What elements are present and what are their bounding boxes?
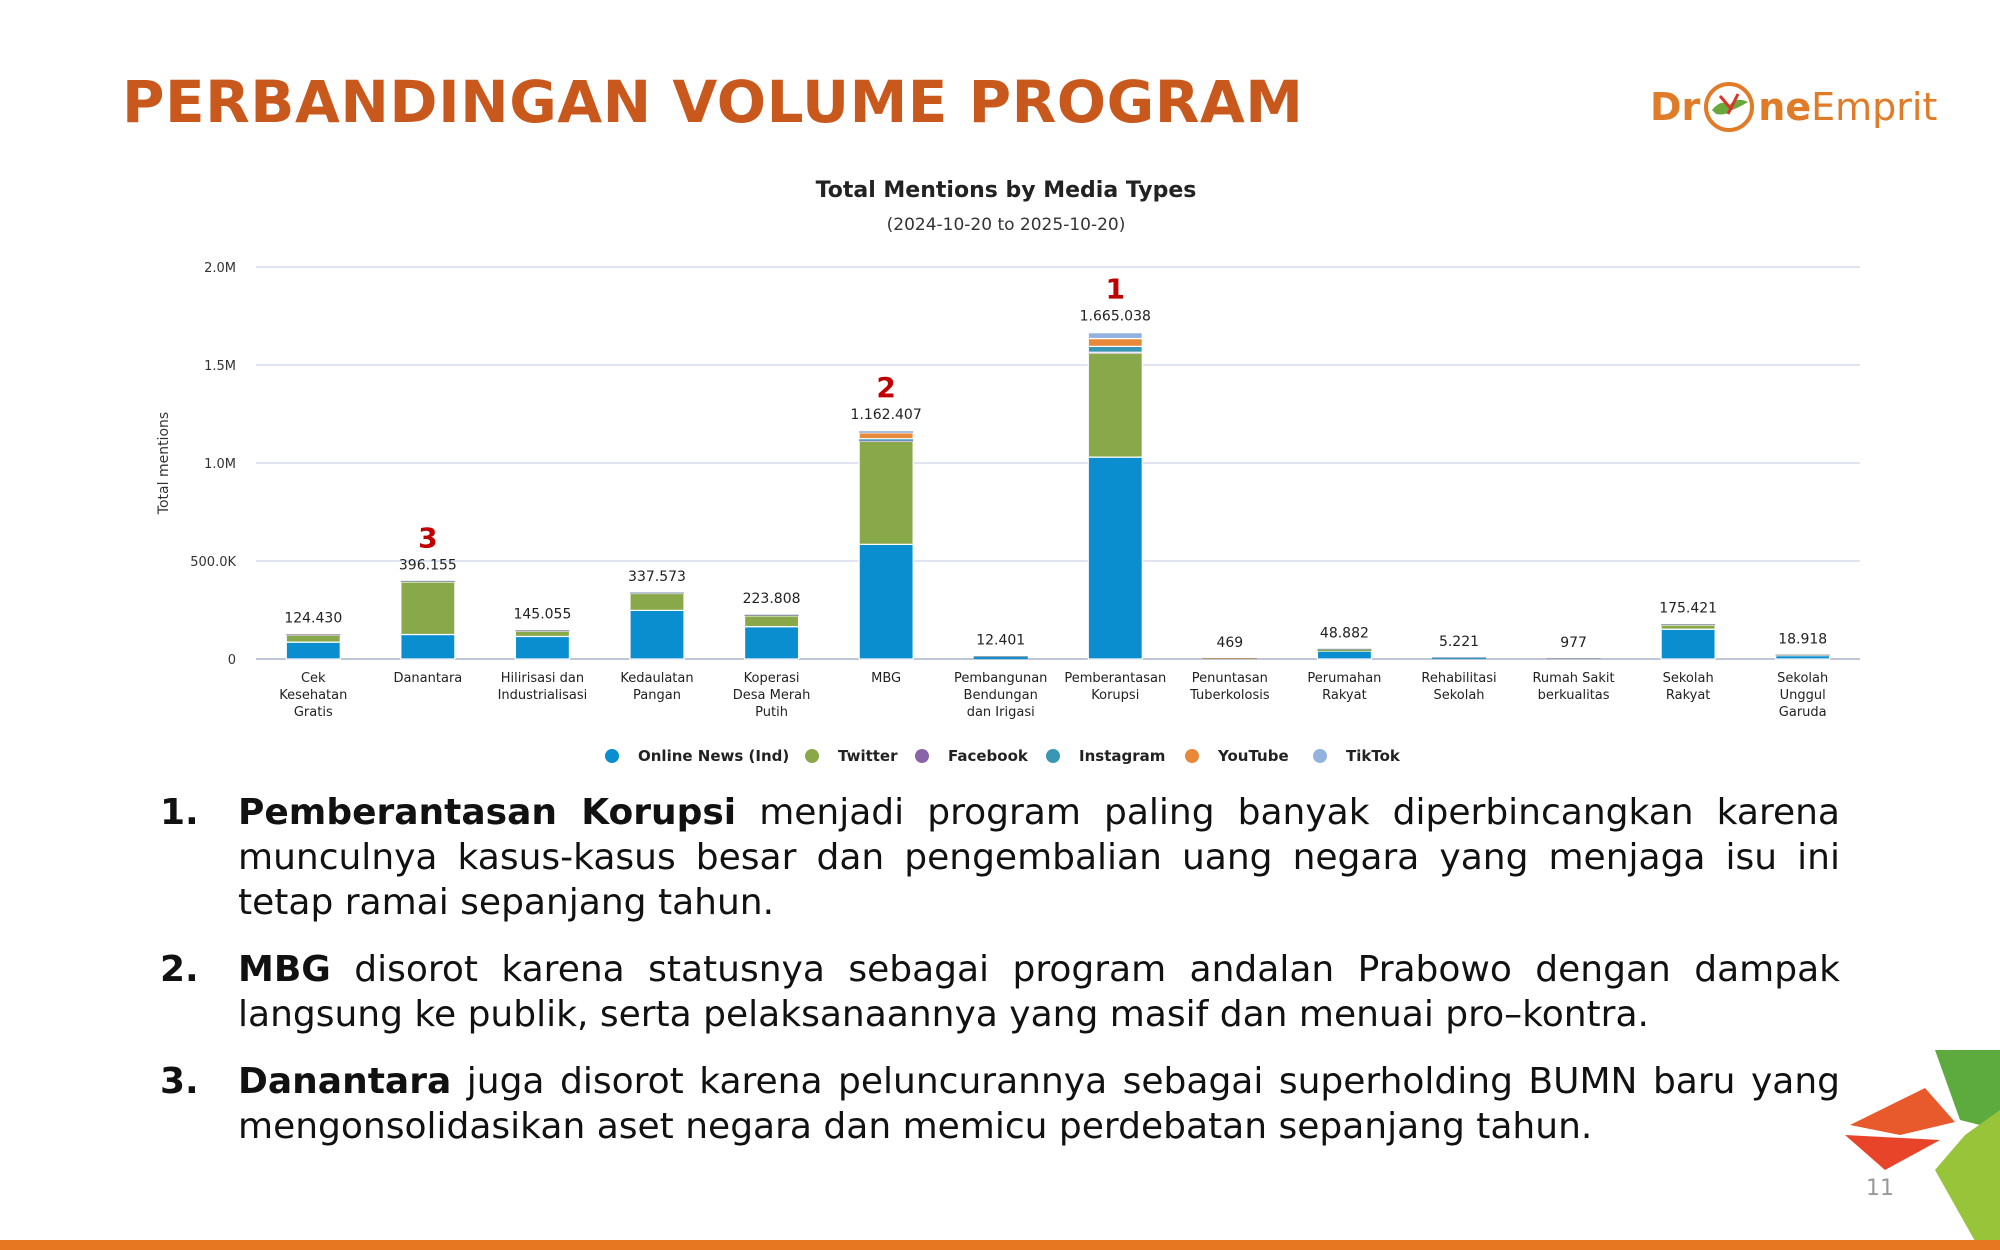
- x-tick-label: [733, 671, 811, 720]
- bar-segment: [1317, 649, 1371, 650]
- x-tick-label-line: Rakyat: [1665, 688, 1711, 703]
- x-tick-label-line: Rumah Sakit: [1532, 671, 1615, 686]
- x-tick-label-line: Sekolah: [1777, 671, 1829, 686]
- point-item-1: [160, 790, 1840, 925]
- bar-segment: [286, 635, 340, 642]
- bar-segment: [515, 630, 569, 631]
- point-text: disorot karena statusnya sebagai program andalan Prabowo dengan dampak langsung ke publik, serta pelaksanaannya yang masif dan menuai pro–kontra.: [238, 949, 1840, 1035]
- point-text: juga disorot karena peluncurannya sebagai superholding BUMN baru yang mengonsolidasikan aset negara dan memicu perdebatan sepanjang tahun.: [238, 1061, 1840, 1147]
- x-tick-label-line: berkualitas: [1537, 688, 1610, 703]
- bar-segment: [401, 635, 455, 660]
- bar-total-label: 1.665.038: [1079, 308, 1151, 325]
- bar-group: [859, 431, 913, 659]
- bar-segment: [401, 582, 455, 635]
- legend-marker: [1185, 749, 1199, 763]
- bar-segment: [745, 615, 799, 616]
- x-tick-label: [1421, 671, 1496, 703]
- bar-total-label: 223.808: [742, 591, 801, 608]
- bar-segment: [1088, 346, 1142, 352]
- x-tick-label-line: dan Irigasi: [966, 705, 1035, 720]
- bar-group: [1776, 655, 1830, 659]
- y-tick-label: 0: [227, 653, 236, 668]
- point-bold-term: Danantara: [238, 1061, 452, 1102]
- bar-segment: [745, 627, 799, 659]
- x-tick-label-line: Bendungan: [963, 688, 1038, 703]
- bar-total-label: 145.055: [513, 606, 572, 623]
- x-tick-label: [620, 671, 693, 703]
- y-tick-label: 1.0M: [204, 457, 236, 472]
- x-tick-label: [498, 671, 588, 703]
- x-tick-label-line: Desa Merah: [732, 688, 811, 703]
- rank-label: 2: [876, 371, 896, 405]
- x-tick-label-line: MBG: [871, 671, 902, 686]
- bar-total-label: 124.430: [284, 610, 343, 627]
- bar-segment: [1776, 655, 1830, 656]
- x-tick-label: [871, 671, 901, 686]
- y-tick-label: 1.5M: [204, 359, 236, 374]
- x-tick-label: [1663, 671, 1714, 703]
- stacked-bar-chart: [0, 160, 2000, 780]
- y-tick-label: 2.0M: [204, 261, 236, 276]
- point-number: 3.: [160, 1061, 199, 1102]
- bar-segment: [401, 581, 455, 582]
- bar-segment: [286, 634, 340, 635]
- point-number: 1.: [160, 792, 199, 833]
- legend-label: Twitter: [838, 747, 898, 765]
- x-tick-label-line: Industrialisasi: [497, 688, 588, 703]
- x-tick-label-line: Koperasi: [743, 671, 800, 686]
- x-tick-label-line: Korupsi: [1091, 688, 1140, 703]
- bar-group: [401, 581, 455, 659]
- x-tick-label-line: Pangan: [633, 688, 681, 703]
- legend-item: [605, 747, 789, 765]
- legend-label: TikTok: [1346, 747, 1400, 765]
- bar-segment: [286, 642, 340, 659]
- point-item-3: [160, 1059, 1840, 1149]
- bar-total-label: 12.401: [976, 632, 1026, 649]
- bar-total-label: 5.221: [1438, 633, 1480, 650]
- x-tick-label-line: Tuberkolosis: [1190, 688, 1270, 703]
- x-tick-label-line: Cek: [300, 671, 326, 686]
- legend-label: Online News (Ind): [638, 747, 790, 765]
- logo-text-part3: Emprit: [1811, 85, 1938, 129]
- bar-segment: [515, 636, 569, 659]
- bar-total-label: 469: [1216, 634, 1244, 651]
- point-bold-term: MBG: [238, 949, 331, 990]
- bar-segment: [859, 431, 913, 433]
- legend-label: Instagram: [1079, 747, 1166, 765]
- chart-subtitle: (2024-10-20 to 2025-10-20): [886, 215, 1126, 235]
- bar-segment: [1088, 339, 1142, 347]
- bar-total-label: 18.918: [1778, 631, 1828, 648]
- x-tick-label-line: Sekolah: [1662, 671, 1714, 686]
- bar-segment: [1432, 658, 1486, 659]
- bar-total-label: 396.155: [398, 557, 457, 574]
- x-tick-label-line: Sekolah: [1433, 688, 1485, 703]
- bar-segment: [1661, 624, 1715, 625]
- page-title: PERBANDINGAN VOLUME PROGRAM: [122, 68, 1304, 136]
- decorative-leaf-shapes: [1840, 1050, 2000, 1250]
- bar-segment: [1432, 657, 1486, 658]
- bar-segment: [515, 631, 569, 636]
- legend-marker: [915, 749, 929, 763]
- legend-label: YouTube: [1218, 747, 1289, 765]
- bar-segment: [1088, 353, 1142, 457]
- point-number: 2.: [160, 949, 199, 990]
- logo-text-part2: ne: [1758, 85, 1812, 129]
- bar-group: [1203, 658, 1257, 659]
- x-tick-label: [1532, 671, 1614, 703]
- x-tick-label-line: Kesehatan: [279, 688, 348, 703]
- legend-marker: [1046, 749, 1060, 763]
- x-tick-label-line: Danantara: [393, 671, 463, 686]
- point-text: menjadi program paling banyak diperbincangkan karena munculnya kasus-kasus besar dan pengembalian uang negara yang menjaga isu ini tetap ramai sepanjang tahun.: [238, 792, 1840, 923]
- x-tick-label-line: Rakyat: [1322, 688, 1367, 703]
- x-tick-label-line: Putih: [755, 705, 788, 720]
- bar-total-label: 1.162.407: [850, 407, 922, 424]
- page-number: 11: [1866, 1176, 1894, 1201]
- bar-group: [1432, 657, 1486, 659]
- bar-segment: [745, 616, 799, 627]
- y-tick-label: 500.0K: [190, 555, 236, 570]
- bar-total-label: 977: [1560, 634, 1587, 651]
- x-tick-label: [279, 671, 347, 720]
- bar-segment: [1088, 457, 1142, 659]
- x-tick-label-line: Unggul: [1779, 688, 1826, 703]
- bar-segment: [1317, 650, 1371, 652]
- bar-group: [630, 592, 684, 659]
- bar-group: [286, 634, 340, 659]
- bar-segment: [1547, 658, 1601, 659]
- x-tick-label-line: Pembangunan: [953, 671, 1048, 686]
- bar-segment: [859, 441, 913, 544]
- legend-label: Facebook: [948, 747, 1028, 765]
- legend-marker: [1313, 749, 1327, 763]
- drone-emprit-logo: [1650, 72, 1937, 142]
- bar-total-label: 48.882: [1319, 625, 1369, 642]
- point-item-2: [160, 947, 1840, 1037]
- x-tick-label-line: Garuda: [1778, 705, 1827, 720]
- bar-segment: [974, 656, 1028, 657]
- drone-logo-icon: [1702, 80, 1756, 134]
- chart-title: Total Mentions by Media Types: [815, 178, 1197, 203]
- bar-segment: [859, 433, 913, 439]
- rank-label: 1: [1105, 272, 1126, 306]
- x-tick-label: [1189, 671, 1270, 703]
- y-axis-label: Total mentions: [156, 411, 172, 515]
- bar-segment: [630, 610, 684, 659]
- bar-segment: [630, 594, 684, 611]
- bar-group: [1661, 624, 1715, 659]
- x-tick-label: [1307, 671, 1381, 703]
- x-tick-label: [1064, 671, 1166, 703]
- x-tick-label-line: Hilirisasi dan: [500, 671, 585, 686]
- logo-text-part1: Dr: [1650, 85, 1701, 129]
- legend-marker: [605, 749, 619, 763]
- x-tick-label-line: Perumahan: [1307, 671, 1382, 686]
- bar-segment: [1661, 629, 1715, 659]
- bar-segment: [630, 592, 684, 593]
- legend-item: [1185, 747, 1289, 765]
- rank-label: 3: [418, 521, 438, 555]
- bar-group: [974, 656, 1028, 659]
- bar-segment: [859, 544, 913, 659]
- bar-segment: [859, 441, 913, 442]
- bar-group: [1088, 333, 1142, 659]
- bar-segment: [1661, 625, 1715, 629]
- legend-item: [915, 747, 1029, 765]
- point-bold-term: Pemberantasan Korupsi: [238, 792, 737, 833]
- bar-segment: [1088, 333, 1142, 339]
- legend-item: [1313, 747, 1401, 765]
- key-points-list: [160, 790, 1840, 1171]
- bar-segment: [1317, 651, 1371, 659]
- x-tick-label: [393, 671, 462, 686]
- x-tick-label: [954, 671, 1047, 720]
- x-tick-label-line: Rehabilitasi: [1421, 671, 1497, 686]
- bottom-accent-bar: [0, 1240, 2000, 1250]
- x-tick-label-line: Pemberantasan: [1064, 671, 1167, 686]
- bar-group: [745, 615, 799, 659]
- bar-segment: [1203, 658, 1257, 659]
- bar-group: [515, 630, 569, 659]
- legend-item: [805, 747, 898, 765]
- legend-marker: [805, 749, 819, 763]
- legend-item: [1046, 747, 1165, 765]
- bar-group: [1317, 649, 1371, 659]
- bar-total-label: 337.573: [628, 568, 686, 585]
- x-tick-label-line: Kedaulatan: [620, 671, 694, 686]
- x-tick-label: [1777, 671, 1828, 720]
- x-tick-label-line: Penuntasan: [1191, 671, 1268, 686]
- bar-group: [1547, 658, 1601, 659]
- bar-segment: [974, 657, 1028, 659]
- bar-segment: [1776, 656, 1830, 659]
- bar-total-label: 175.421: [1659, 600, 1718, 617]
- x-tick-label-line: Gratis: [293, 705, 333, 720]
